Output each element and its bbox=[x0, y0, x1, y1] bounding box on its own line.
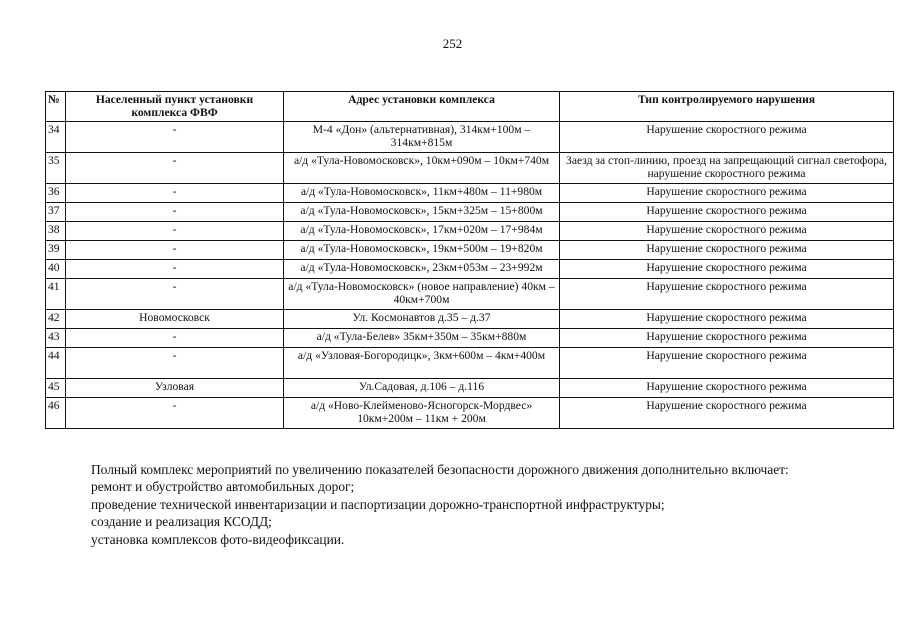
row-address: а/д «Ново-Клейменово-Ясногорск-Мордвес» 10км+200м – 11км + 200м bbox=[284, 398, 560, 429]
table-row bbox=[46, 241, 894, 260]
row-settlement: Новомосковск bbox=[66, 310, 284, 329]
header-address: Адрес установки комплекса bbox=[284, 92, 560, 122]
row-address: М-4 «Дон» (альтернативная), 314км+100м – 314км+815м bbox=[284, 122, 560, 153]
row-address: а/д «Узловая-Богородицк», 3км+600м – 4км+400м bbox=[284, 348, 560, 379]
row-settlement: - bbox=[66, 153, 284, 184]
row-violation-type: Заезд за стоп-линию, проезд на запрещающий сигнал светофора, нарушение скоростного режима bbox=[560, 153, 894, 184]
table-row bbox=[46, 279, 894, 310]
row-number: 34 bbox=[46, 122, 66, 153]
summary-item: проведение технической инвентаризации и паспортизации дорожно-транспортной инфраструктуры; bbox=[91, 496, 665, 512]
table-row bbox=[46, 222, 894, 241]
summary-text bbox=[91, 461, 891, 548]
table-row bbox=[46, 398, 894, 429]
row-number: 42 bbox=[46, 310, 66, 329]
table-body bbox=[46, 122, 894, 429]
camera-locations-table bbox=[45, 91, 894, 429]
row-violation-type: Нарушение скоростного режима bbox=[560, 184, 894, 203]
row-violation-type: Нарушение скоростного режима bbox=[560, 348, 894, 379]
row-settlement: - bbox=[66, 241, 284, 260]
row-settlement: - bbox=[66, 329, 284, 348]
table-row bbox=[46, 153, 894, 184]
row-number: 35 bbox=[46, 153, 66, 184]
row-violation-type: Нарушение скоростного режима bbox=[560, 398, 894, 429]
header-settlement: Населенный пункт установки комплекса ФВФ bbox=[66, 92, 284, 122]
row-violation-type: Нарушение скоростного режима bbox=[560, 279, 894, 310]
table-row bbox=[46, 379, 894, 398]
table-row bbox=[46, 260, 894, 279]
row-number: 46 bbox=[46, 398, 66, 429]
header-violation-type: Тип контролируемого нарушения bbox=[560, 92, 894, 122]
row-number: 37 bbox=[46, 203, 66, 222]
header-number: № bbox=[46, 92, 66, 122]
row-number: 40 bbox=[46, 260, 66, 279]
row-address: а/д «Тула-Новомосковск», 17км+020м – 17+984м bbox=[284, 222, 560, 241]
row-violation-type: Нарушение скоростного режима bbox=[560, 122, 894, 153]
row-violation-type: Нарушение скоростного режима bbox=[560, 379, 894, 398]
row-violation-type: Нарушение скоростного режима bbox=[560, 241, 894, 260]
summary-item: создание и реализация КСОДД; bbox=[91, 514, 272, 530]
summary-item: установка комплексов фото-видеофиксации. bbox=[91, 531, 345, 547]
page-number: 252 bbox=[442, 36, 463, 51]
row-violation-type: Нарушение скоростного режима bbox=[560, 329, 894, 348]
row-settlement: - bbox=[66, 184, 284, 203]
table-row bbox=[46, 184, 894, 203]
row-address: Ул.Садовая, д.106 – д.116 bbox=[284, 379, 560, 398]
row-settlement: - bbox=[66, 203, 284, 222]
row-number: 44 bbox=[46, 348, 66, 379]
row-address: а/д «Тула-Новомосковск», 10км+090м – 10км+740м bbox=[284, 153, 560, 184]
row-number: 38 bbox=[46, 222, 66, 241]
summary-intro: Полный комплекс мероприятий по увеличению показателей безопасности дорожного движения дополнительно включает: bbox=[91, 462, 789, 477]
row-address: Ул. Космонавтов д.35 – д.37 bbox=[284, 310, 560, 329]
row-settlement: - bbox=[66, 348, 284, 379]
row-settlement: - bbox=[66, 398, 284, 429]
row-violation-type: Нарушение скоростного режима bbox=[560, 310, 894, 329]
row-address: а/д «Тула-Новомосковск», 11км+480м – 11+980м bbox=[284, 184, 560, 203]
table-row bbox=[46, 203, 894, 222]
row-number: 45 bbox=[46, 379, 66, 398]
row-address: а/д «Тула-Новомосковск», 19км+500м – 19+820м bbox=[284, 241, 560, 260]
row-settlement: - bbox=[66, 279, 284, 310]
row-address: а/д «Тула-Белев» 35км+350м – 35км+880м bbox=[284, 329, 560, 348]
row-settlement: - bbox=[66, 260, 284, 279]
row-settlement: Узловая bbox=[66, 379, 284, 398]
row-settlement: - bbox=[66, 222, 284, 241]
row-number: 43 bbox=[46, 329, 66, 348]
row-violation-type: Нарушение скоростного режима bbox=[560, 222, 894, 241]
row-address: а/д «Тула-Новомосковск», 23км+053м – 23+992м bbox=[284, 260, 560, 279]
row-number: 39 bbox=[46, 241, 66, 260]
row-violation-type: Нарушение скоростного режима bbox=[560, 203, 894, 222]
row-address: а/д «Тула-Новомосковск», 15км+325м – 15+800м bbox=[284, 203, 560, 222]
table-row bbox=[46, 310, 894, 329]
table-row bbox=[46, 122, 894, 153]
table-row bbox=[46, 348, 894, 379]
row-number: 36 bbox=[46, 184, 66, 203]
row-number: 41 bbox=[46, 279, 66, 310]
table-header-row bbox=[46, 92, 894, 122]
row-settlement: - bbox=[66, 122, 284, 153]
summary-item: ремонт и обустройство автомобильных дорог; bbox=[91, 479, 355, 495]
row-violation-type: Нарушение скоростного режима bbox=[560, 260, 894, 279]
row-address: а/д «Тула-Новомосковск» (новое направление) 40км – 40км+700м bbox=[284, 279, 560, 310]
table-row bbox=[46, 329, 894, 348]
